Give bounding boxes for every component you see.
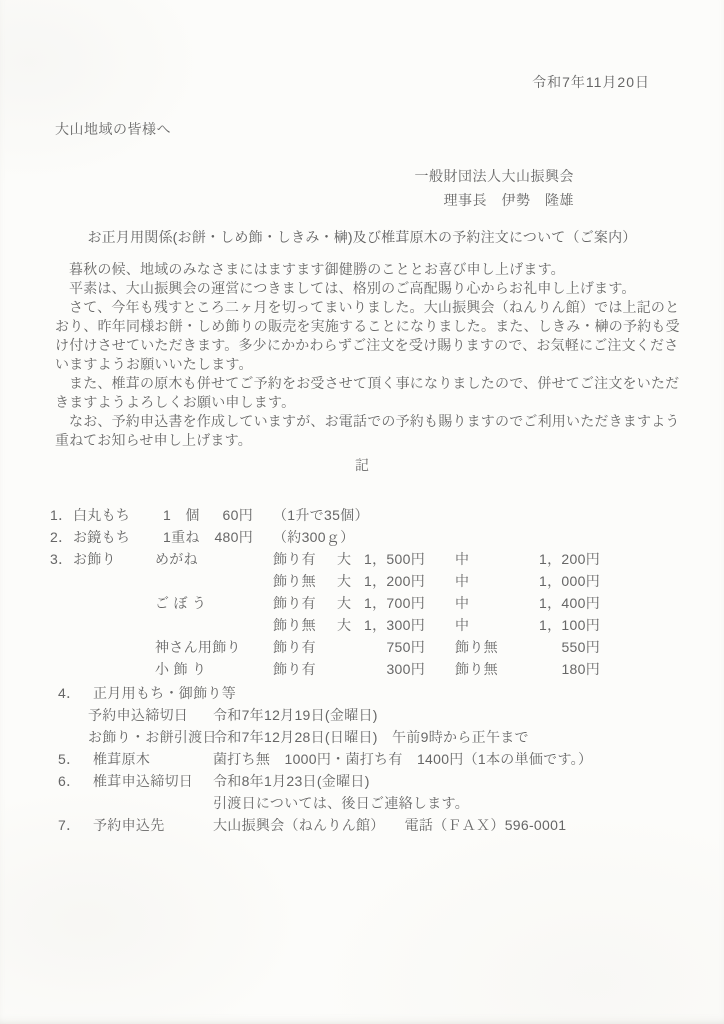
item-value: 菌打ち無 1000円・菌打ち有 1400円（1本の単価です。）	[213, 751, 593, 767]
paragraph-phone-orders: なお、予約申込書を作成していますが、お電話での予約も賜りますのでご利用いただきますよう重ねてお知らせ申し上げます。	[55, 413, 680, 448]
column-spacer	[50, 704, 88, 726]
column-spacer	[50, 636, 155, 658]
item-number: 5．	[58, 751, 81, 767]
decoration-size: 大	[337, 617, 352, 633]
decoration-option: 飾り有	[273, 551, 316, 567]
item-number: 2．	[50, 529, 73, 545]
decoration-size	[327, 636, 355, 658]
order-item-shiromaru-mochi	[50, 504, 724, 526]
detail-value: 令和7年12月19日(金曜日)	[213, 707, 378, 723]
decoration-price-large: 1，500円	[364, 551, 425, 567]
item-note: （約300ｇ）	[273, 529, 355, 545]
order-item-okazari-gobou-nashi	[50, 614, 724, 636]
column-spacer	[50, 658, 155, 680]
item-name: 予約申込先	[93, 817, 165, 833]
decoration-price-with: 300円	[386, 661, 425, 677]
decoration-price-medium: 1，400円	[539, 595, 600, 611]
decoration-price-large: 1，300円	[364, 617, 425, 633]
item-name: お飾り	[73, 551, 116, 567]
decoration-size-2: 中	[455, 551, 470, 567]
paragraph-thanks: 平素は、大山振興会の運営につきましては、格別のご高配賜り心からお礼申し上げます。	[69, 280, 636, 296]
decoration-size	[327, 658, 355, 680]
order-item-shiitake-log	[50, 748, 724, 770]
decoration-option: 飾り有	[273, 661, 316, 677]
order-deadline-row	[50, 704, 724, 726]
item-value: 引渡日については、後日ご連絡します。	[213, 795, 469, 811]
decoration-price-medium: 1，000円	[539, 573, 600, 589]
item-price: 480円	[214, 529, 253, 545]
decoration-option: 飾り有	[273, 639, 316, 655]
order-item-okazari-megane-ari	[50, 548, 724, 570]
order-item-shiitake-handover-note	[50, 792, 724, 814]
sender-block	[0, 164, 724, 212]
item-name: 白丸もち	[73, 507, 131, 523]
item-name: 正月用もち・御飾り等	[93, 685, 236, 701]
decoration-variant: ご ぼ う	[155, 595, 207, 611]
column-spacer	[50, 592, 155, 614]
decoration-price-with: 750円	[386, 639, 425, 655]
decoration-option-2: 飾り無	[455, 661, 498, 677]
order-item-okazari-megane-nashi	[50, 570, 724, 592]
decoration-price-large: 1，200円	[364, 573, 425, 589]
decoration-price-medium: 1，100円	[539, 617, 600, 633]
decoration-option: 飾り有	[273, 595, 316, 611]
decoration-option: 飾り無	[273, 573, 316, 589]
detail-value: 令和7年12月28日(日曜日) 午前9時から正午まで	[213, 729, 529, 745]
order-item-shiitake-deadline	[50, 770, 724, 792]
item-number: 3．	[50, 551, 73, 567]
order-item-okagami-mochi	[50, 526, 724, 548]
item-number: 6．	[58, 773, 81, 789]
order-item-okazari-kokazari	[50, 658, 724, 680]
item-unit: 1 個	[163, 507, 200, 523]
decoration-size-2: 中	[455, 617, 470, 633]
column-spacer	[50, 570, 155, 592]
sender-organization: 一般財団法人大山振興会	[414, 168, 574, 184]
document-title: お正月用関係(お餅・しめ飾・しきみ・榊)及び椎茸原木の予約注文について（ご案内）	[87, 229, 637, 245]
detail-label: 予約申込締切日	[88, 707, 189, 723]
item-unit: 1重ね	[163, 529, 200, 545]
body-paragraphs	[55, 260, 685, 450]
contact-place: 大山振興会（ねんりん館）	[213, 817, 385, 833]
paragraph-announcement: さて、今年も残すところ二ヶ月を切ってまいりました。大山振興会（ねんりん館）では上記のとおり、昨年同様お餅・しめ飾りの販売を実施することになりました。また、しきみ・榊の予約も受け付けさせていただきます。多少にかかわらずご注文を受け賜りますので、お気軽にご注文くださいますようお願いいたします。	[55, 299, 680, 372]
column-spacer	[50, 614, 155, 636]
item-number: 1．	[50, 507, 73, 523]
document-date: 令和7年11月20日	[532, 74, 650, 90]
detail-label: お飾り・お餅引渡日	[88, 729, 217, 745]
paragraph-shiitake: また、椎茸の原木も併せてご予約をお受させて頂く事になりましたので、併せてご注文をいただきますようよろしくお願い申します。	[55, 375, 680, 410]
recipient-line: 大山地域の皆様へ	[55, 121, 171, 137]
decoration-size: 大	[337, 573, 352, 589]
paragraph-greeting: 暮秋の候、地域のみなさまにはますます御健勝のこととお喜び申し上げます。	[69, 261, 565, 277]
decoration-price-large: 1，700円	[364, 595, 425, 611]
decoration-price-medium: 1，200円	[539, 551, 600, 567]
order-item-okazari-kamisan	[50, 636, 724, 658]
decoration-size: 大	[337, 595, 352, 611]
item-name: 椎茸原木	[93, 751, 151, 767]
decoration-option-2: 飾り無	[455, 639, 498, 655]
decoration-variant	[155, 570, 265, 592]
item-number: 4．	[58, 685, 81, 701]
order-item-contact	[50, 814, 724, 836]
order-item-okazari-gobou-ari	[50, 592, 724, 614]
decoration-option: 飾り無	[273, 617, 316, 633]
item-number: 7．	[58, 817, 81, 833]
decoration-variant: 小 飾 り	[155, 661, 207, 677]
item-price: 60円	[222, 507, 253, 523]
decoration-variant	[155, 614, 265, 636]
decoration-price-without: 550円	[561, 639, 600, 655]
sender-signer: 理事長 伊勢 隆雄	[443, 192, 574, 208]
decoration-size: 大	[337, 551, 352, 567]
order-handover-row	[50, 726, 724, 748]
order-item-shogatsu-header	[50, 682, 724, 704]
decoration-variant: めがね	[155, 551, 198, 567]
item-name: お鏡もち	[73, 529, 131, 545]
item-value: 令和8年1月23日(金曜日)	[213, 773, 370, 789]
contact-phone: 電話（ＦＡＸ）596-0001	[404, 817, 567, 833]
decoration-size-2: 中	[455, 573, 470, 589]
column-spacer	[50, 726, 88, 748]
order-list	[0, 504, 724, 836]
decoration-size-2: 中	[455, 595, 470, 611]
record-marker: 記	[355, 457, 369, 473]
item-note: （1升で35個）	[273, 507, 369, 523]
decoration-variant: 神さん用飾り	[155, 639, 241, 655]
item-name: 椎茸申込締切日	[93, 773, 194, 789]
decoration-price-without: 180円	[561, 661, 600, 677]
column-spacer	[50, 792, 213, 814]
